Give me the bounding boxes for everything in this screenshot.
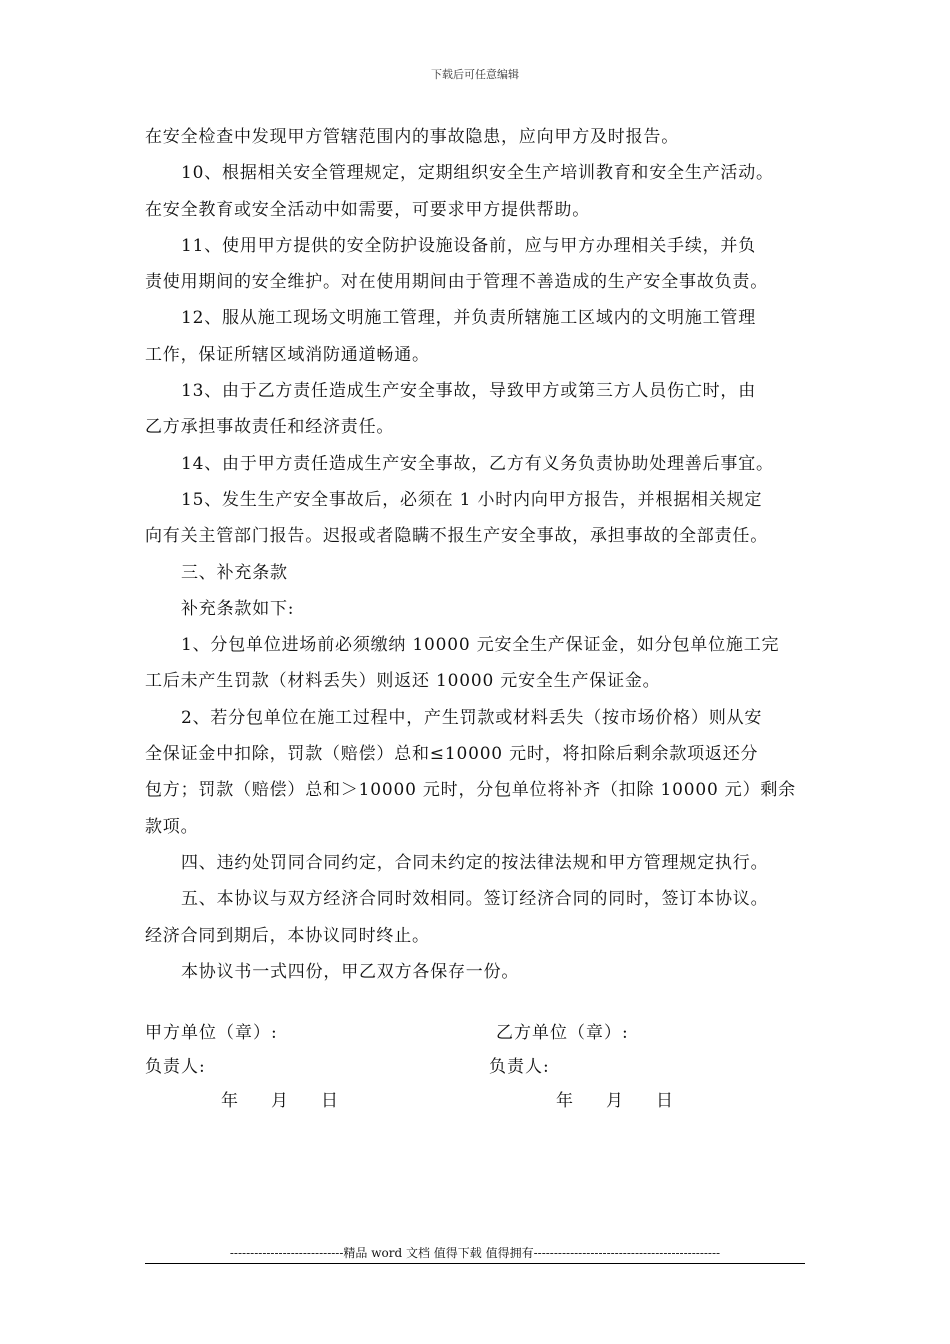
text-line: 乙方承担事故责任和经济责任。 [145, 417, 395, 438]
text-line: 11、使用甲方提供的安全防护设施设备前，应与甲方办理相关手续，并负 [181, 235, 757, 256]
text-line: 15、发生生产安全事故后，必须在 1 小时内向甲方报告，并根据相关规定 [181, 489, 763, 510]
text-line: 13、由于乙方责任造成生产安全事故，导致甲方或第三方人员伤亡时，由 [181, 381, 757, 402]
text-line: 在安全教育或安全活动中如需要，可要求甲方提供帮助。 [145, 199, 590, 220]
text-line: 1、分包单位进场前必须缴纳 10000 元安全生产保证金，如分包单位施工完 [181, 635, 780, 656]
document-body [145, 122, 820, 993]
page-footer: ----------------------------精品 word 文档 值得下载 值得拥有---------------------------------------------- [229, 1246, 721, 1260]
text-line: 四、违约处罚同合同约定，合同未约定的按法律法规和甲方管理规定执行。 [181, 852, 769, 873]
text-line: 本协议书一式四份，甲乙双方各保存一份。 [181, 961, 520, 982]
footer-rule [145, 1263, 805, 1264]
text-line: 12、服从施工现场文明施工管理，并负责所辖施工区域内的文明施工管理 [181, 308, 757, 329]
party-b-date: 年 月 日 [556, 1091, 681, 1111]
text-line: 款项。 [145, 816, 199, 837]
party-b-person-label: 负责人: [489, 1057, 550, 1077]
text-line: 包方；罚款（赔偿）总和＞10000 元时，分包单位将补齐（扣除 10000 元）剩余 [145, 780, 796, 801]
text-line: 10、根据相关安全管理规定，定期组织安全生产培训教育和安全生产活动。 [181, 163, 774, 184]
text-line: 向有关主管部门报告。迟报或者隐瞒不报生产安全事故，承担事故的全部责任。 [145, 526, 768, 547]
page-header: 下载后可任意编辑 [431, 68, 519, 81]
party-b-seal-label: 乙方单位（章）: [496, 1023, 629, 1043]
party-a-person-label: 负责人: [145, 1057, 206, 1077]
text-line: 全保证金中扣除，罚款（赔偿）总和≤10000 元时，将扣除后剩余款项返还分 [145, 744, 759, 765]
text-line: 2、若分包单位在施工过程中，产生罚款或材料丢失（按市场价格）则从安 [181, 707, 763, 728]
party-a-seal-label: 甲方单位（章）: [145, 1023, 278, 1043]
text-line: 五、本协议与双方经济合同时效相同。签订经济合同的同时，签订本协议。 [181, 889, 769, 910]
text-line: 14、由于甲方责任造成生产安全事故，乙方有义务负责协助处理善后事宜。 [181, 453, 774, 474]
text-line: 责使用期间的安全维护。对在使用期间由于管理不善造成的生产安全事故负责。 [145, 272, 768, 293]
text-line: 在安全检查中发现甲方管辖范围内的事故隐患，应向甲方及时报告。 [145, 127, 679, 147]
text-line: 经济合同到期后，本协议同时终止。 [145, 925, 430, 946]
party-a-date: 年 月 日 [221, 1091, 346, 1111]
text-line: 工后未产生罚款（材料丢失）则返还 10000 元安全生产保证金。 [145, 671, 661, 692]
text-line: 工作，保证所辖区域消防通道畅通。 [145, 344, 430, 365]
text-line: 补充条款如下: [181, 598, 295, 619]
text-line: 三、补充条款 [181, 562, 288, 583]
